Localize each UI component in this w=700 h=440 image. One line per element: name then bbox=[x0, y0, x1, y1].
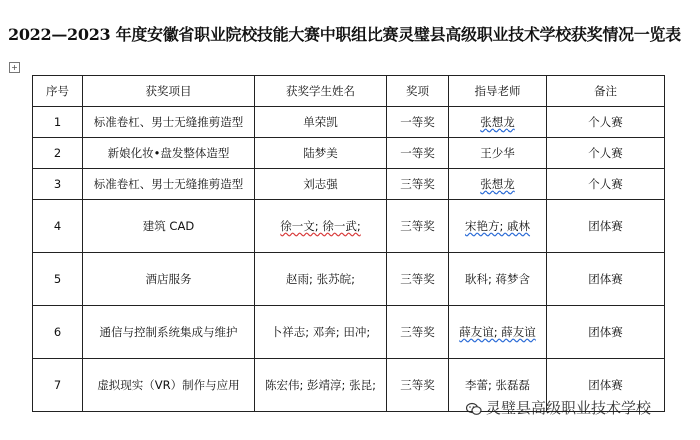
cell-students: 赵雨; 张苏皖; bbox=[255, 253, 387, 306]
wechat-icon bbox=[466, 402, 482, 416]
table-row bbox=[33, 107, 665, 138]
cell-no: 6 bbox=[33, 306, 83, 359]
cell-no: 2 bbox=[33, 138, 83, 169]
cell-project: 酒店服务 bbox=[83, 253, 255, 306]
header-students: 获奖学生姓名 bbox=[255, 76, 387, 107]
cell-teacher bbox=[449, 107, 547, 138]
cell-project: 通信与控制系统集成与维护 bbox=[83, 306, 255, 359]
cell-teacher: 耿科; 蒋梦含 bbox=[449, 253, 547, 306]
cell-teacher bbox=[449, 306, 547, 359]
table-row bbox=[33, 200, 665, 253]
cell-note: 个人赛 bbox=[547, 169, 665, 200]
awards-table bbox=[32, 75, 665, 412]
watermark-text: 灵璧县高级职业技术学校 bbox=[486, 399, 652, 417]
cell-project: 标准卷杠、男士无缝推剪造型 bbox=[83, 107, 255, 138]
cell-project: 建筑 CAD bbox=[83, 200, 255, 253]
cell-no: 7 bbox=[33, 359, 83, 412]
cell-note: 个人赛 bbox=[547, 138, 665, 169]
cell-students bbox=[255, 200, 387, 253]
cell-project: 新娘化妆•盘发整体造型 bbox=[83, 138, 255, 169]
cell-note: 团体赛 bbox=[547, 253, 665, 306]
cell-note: 个人赛 bbox=[547, 107, 665, 138]
header-note: 备注 bbox=[547, 76, 665, 107]
header-no: 序号 bbox=[33, 76, 83, 107]
table-row bbox=[33, 169, 665, 200]
header-teacher: 指导老师 bbox=[449, 76, 547, 107]
cell-no: 5 bbox=[33, 253, 83, 306]
cell-award: 三等奖 bbox=[387, 200, 449, 253]
cell-students: 刘志强 bbox=[255, 169, 387, 200]
cell-award: 一等奖 bbox=[387, 138, 449, 169]
teacher-name: 张想龙 bbox=[480, 177, 515, 191]
cell-note: 团体赛 bbox=[547, 306, 665, 359]
teacher-name: 宋艳方; 戚林 bbox=[464, 219, 531, 233]
cell-teacher: 李蕾; 张磊磊 bbox=[449, 359, 547, 412]
cell-no: 1 bbox=[33, 107, 83, 138]
cell-award: 三等奖 bbox=[387, 359, 449, 412]
cell-teacher: 王少华 bbox=[449, 138, 547, 169]
document-title: 2022—2023 年度安徽省职业院校技能大赛中职组比赛灵璧县高级职业技术学校获奖情况一览表 bbox=[8, 25, 681, 44]
teacher-name: 薛友谊; 薛友谊 bbox=[459, 325, 536, 339]
table-row bbox=[33, 138, 665, 169]
teacher-name: 张想龙 bbox=[480, 115, 515, 129]
wechat-watermark bbox=[466, 397, 651, 418]
cell-note: 团体赛 bbox=[547, 359, 665, 412]
header-project: 获奖项目 bbox=[83, 76, 255, 107]
cell-students: 卜祥志; 邓奔; 田冲; bbox=[255, 306, 387, 359]
student-names: 徐一文; 徐一武; bbox=[280, 219, 361, 233]
cell-no: 3 bbox=[33, 169, 83, 200]
cell-students: 陆梦美 bbox=[255, 138, 387, 169]
cell-teacher bbox=[449, 169, 547, 200]
cell-award: 三等奖 bbox=[387, 306, 449, 359]
cell-students: 单荣凯 bbox=[255, 107, 387, 138]
header-row bbox=[33, 76, 665, 107]
cell-award: 三等奖 bbox=[387, 253, 449, 306]
cell-project: 虚拟现实（VR）制作与应用 bbox=[83, 359, 255, 412]
cell-award: 三等奖 bbox=[387, 169, 449, 200]
cell-students: 陈宏伟; 彭靖淳; 张昆; bbox=[255, 359, 387, 412]
table-row bbox=[33, 306, 665, 359]
cell-teacher bbox=[449, 200, 547, 253]
header-award: 奖项 bbox=[387, 76, 449, 107]
table-row bbox=[33, 253, 665, 306]
table-move-handle-icon[interactable]: + bbox=[9, 62, 20, 73]
cell-no: 4 bbox=[33, 200, 83, 253]
cell-award: 一等奖 bbox=[387, 107, 449, 138]
cell-note: 团体赛 bbox=[547, 200, 665, 253]
cell-project: 标准卷杠、男士无缝推剪造型 bbox=[83, 169, 255, 200]
